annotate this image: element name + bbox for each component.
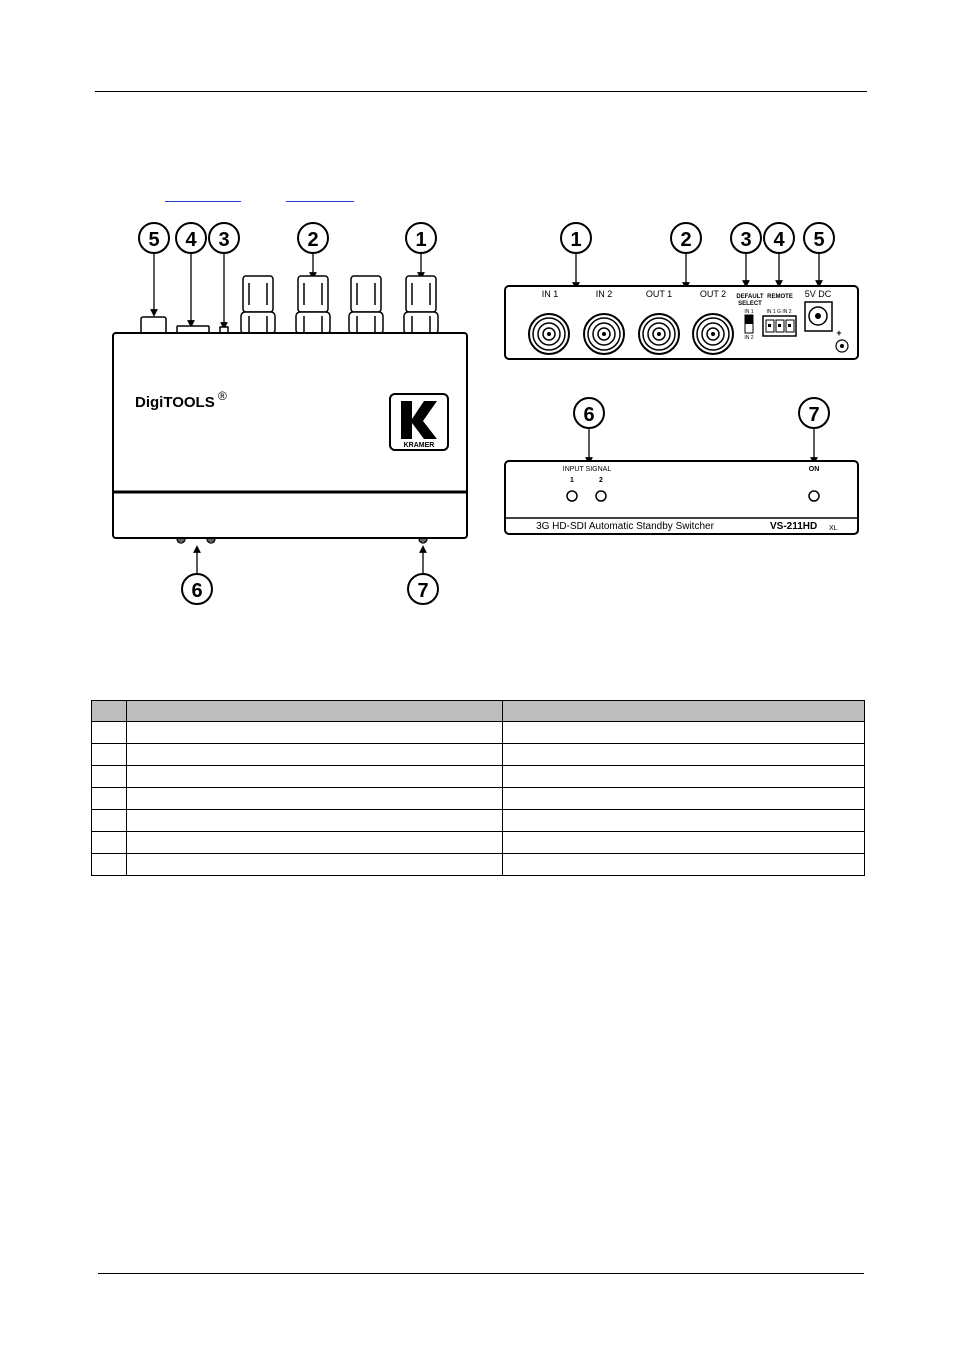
svg-text:IN 2: IN 2 bbox=[595, 289, 613, 299]
table-cell bbox=[92, 854, 127, 876]
svg-text:6: 6 bbox=[583, 404, 595, 426]
callout-6-bottom bbox=[182, 574, 212, 604]
svg-text:REMOTE: REMOTE bbox=[767, 294, 793, 300]
callout-5-top bbox=[139, 223, 169, 253]
svg-text:2: 2 bbox=[307, 229, 319, 251]
svg-text:IN 1: IN 1 bbox=[744, 309, 754, 315]
table-cell bbox=[503, 854, 865, 876]
kramer-logo bbox=[390, 394, 448, 450]
svg-text:5V DC: 5V DC bbox=[804, 289, 832, 299]
svg-text:4: 4 bbox=[773, 229, 785, 251]
svg-text:3: 3 bbox=[740, 229, 752, 251]
svg-text:ON: ON bbox=[808, 466, 820, 473]
bnc-connectors-top bbox=[241, 276, 438, 334]
table-cell bbox=[92, 788, 127, 810]
features-table bbox=[91, 700, 865, 876]
table-cell bbox=[92, 766, 127, 788]
svg-text:+: + bbox=[836, 328, 842, 338]
svg-text:INPUT SIGNAL: INPUT SIGNAL bbox=[562, 466, 612, 473]
footer-rule bbox=[98, 1273, 864, 1274]
table-cell bbox=[126, 766, 502, 788]
callout-2-top bbox=[298, 223, 328, 253]
table-row bbox=[92, 810, 865, 832]
table-cell bbox=[503, 744, 865, 766]
rear-callout-4 bbox=[764, 223, 794, 253]
svg-text:DEFAULT: DEFAULT bbox=[736, 294, 764, 300]
table-cell bbox=[126, 810, 502, 832]
svg-text:VS-211HD: VS-211HD bbox=[770, 521, 818, 532]
svg-text:2: 2 bbox=[599, 477, 603, 484]
table-cell bbox=[503, 722, 865, 744]
table-row bbox=[92, 832, 865, 854]
table-cell bbox=[126, 788, 502, 810]
svg-text:OUT 1: OUT 1 bbox=[645, 289, 673, 299]
svg-text:IN 1 G IN 2: IN 1 G IN 2 bbox=[766, 309, 792, 315]
svg-text:7: 7 bbox=[417, 580, 429, 602]
rear-callout-3 bbox=[731, 223, 761, 253]
svg-text:5: 5 bbox=[148, 229, 160, 251]
device-figure bbox=[0, 0, 954, 640]
table-cell bbox=[92, 744, 127, 766]
svg-text:1: 1 bbox=[415, 229, 427, 251]
table-cell bbox=[92, 810, 127, 832]
svg-text:SELECT: SELECT bbox=[738, 301, 762, 307]
table-row bbox=[92, 854, 865, 876]
svg-text:IN 2: IN 2 bbox=[744, 335, 754, 341]
table-header-feature bbox=[126, 701, 502, 722]
svg-text:IN 1: IN 1 bbox=[541, 289, 559, 299]
rear-callout-5 bbox=[804, 223, 834, 253]
front-callout-7 bbox=[799, 398, 829, 428]
front-arrows bbox=[589, 428, 814, 461]
callout-7-bottom bbox=[408, 574, 438, 604]
callout-4-top bbox=[176, 223, 206, 253]
table-header-function bbox=[503, 701, 865, 722]
svg-text:3G HD-SDI Automatic Standby Sw: 3G HD-SDI Automatic Standby Switcher bbox=[536, 521, 714, 532]
table-row bbox=[92, 788, 865, 810]
brand-registered-mark: ® bbox=[218, 389, 227, 403]
table-cell bbox=[503, 810, 865, 832]
brand-label: DigiTOOLS bbox=[135, 394, 215, 411]
rear-arrows bbox=[576, 253, 819, 286]
svg-text:1: 1 bbox=[570, 477, 574, 484]
table-row bbox=[92, 722, 865, 744]
table-cell bbox=[126, 854, 502, 876]
remote-terminal-block bbox=[763, 316, 796, 336]
table-cell bbox=[503, 788, 865, 810]
table-cell bbox=[92, 722, 127, 744]
table-header-row bbox=[92, 701, 865, 722]
table-row bbox=[92, 766, 865, 788]
svg-text:5: 5 bbox=[813, 229, 825, 251]
table-cell bbox=[92, 832, 127, 854]
front-callout-6 bbox=[574, 398, 604, 428]
default-select-switch bbox=[745, 315, 753, 333]
bottom-leds bbox=[177, 539, 427, 543]
top-parts bbox=[141, 317, 228, 334]
svg-text:KRAMER: KRAMER bbox=[403, 442, 435, 449]
table-row bbox=[92, 744, 865, 766]
svg-text:1: 1 bbox=[570, 229, 582, 251]
svg-text:4: 4 bbox=[185, 229, 197, 251]
svg-text:6: 6 bbox=[191, 580, 203, 602]
callout-3-top bbox=[209, 223, 239, 253]
table-cell bbox=[503, 832, 865, 854]
table-header-number bbox=[92, 701, 127, 722]
svg-text:XL: XL bbox=[829, 525, 838, 532]
svg-text:2: 2 bbox=[680, 229, 692, 251]
svg-text:3: 3 bbox=[218, 229, 230, 251]
svg-text:7: 7 bbox=[808, 404, 820, 426]
callout-1-top bbox=[406, 223, 436, 253]
table-cell bbox=[503, 766, 865, 788]
rear-callout-2 bbox=[671, 223, 701, 253]
table-cell bbox=[126, 744, 502, 766]
svg-text:OUT 2: OUT 2 bbox=[699, 289, 727, 299]
rear-callout-1 bbox=[561, 223, 591, 253]
table-cell bbox=[126, 832, 502, 854]
table-cell bbox=[126, 722, 502, 744]
bottom-arrows bbox=[197, 549, 423, 573]
